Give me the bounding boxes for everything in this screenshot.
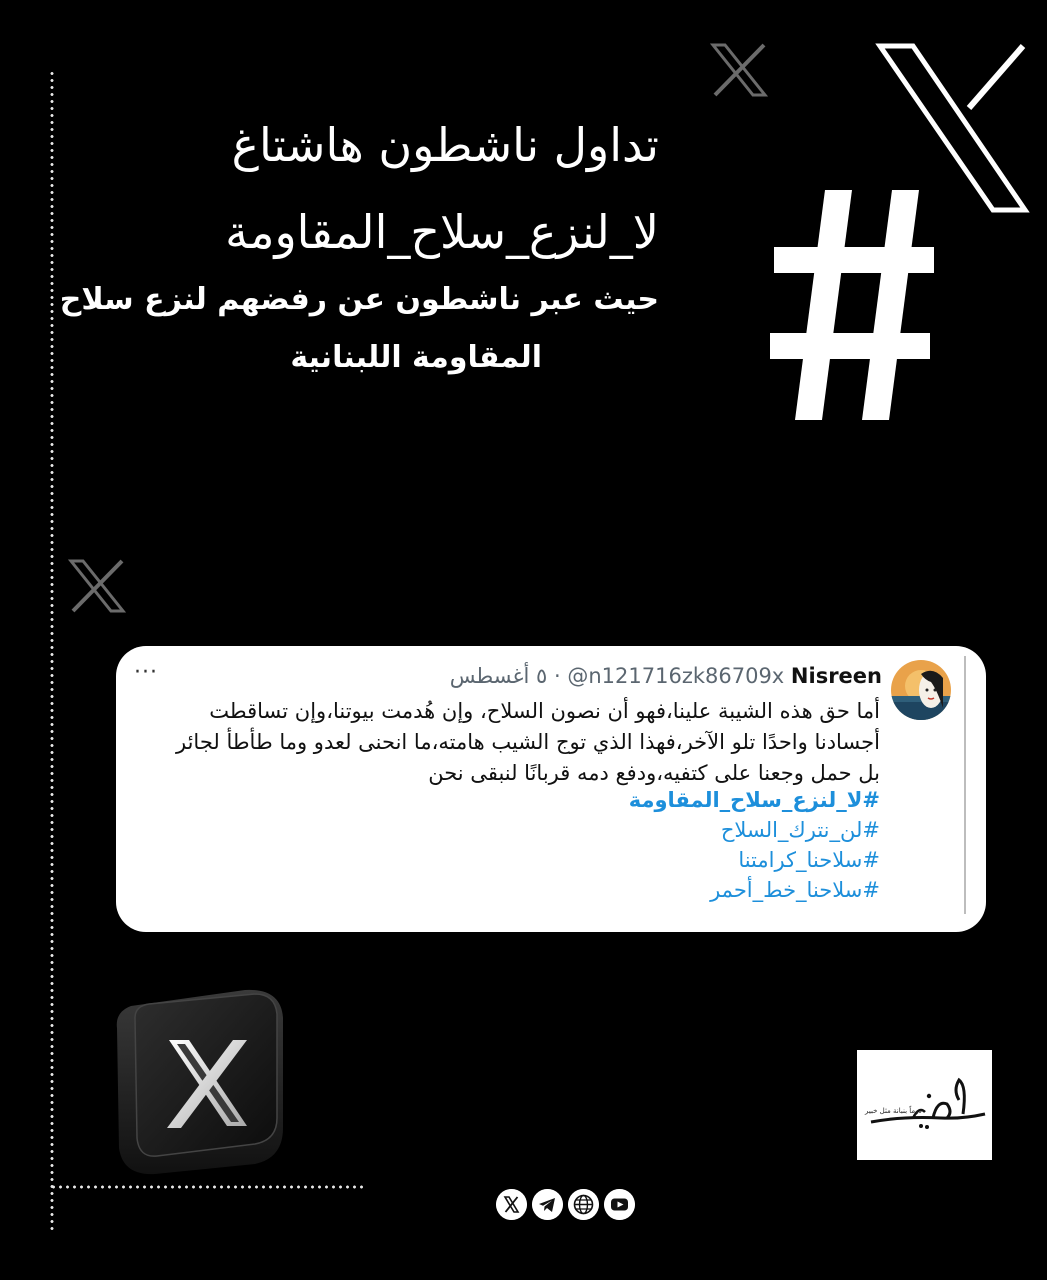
headline-hashtag: لا_لنزع_سلاح_المقاومة <box>225 205 659 259</box>
hash-icon <box>770 185 940 425</box>
youtube-icon[interactable] <box>604 1189 635 1220</box>
tweet-separator: · <box>553 664 561 688</box>
headline-line-3: حيث عبر ناشطون عن رفضهم لنزع سلاح <box>59 282 659 317</box>
tweet-header <box>450 664 882 688</box>
avatar[interactable] <box>891 660 951 720</box>
tweet-body-line: بل حمل وجعنا على كتفيه،ودفع دمه قربانًا لنبقى نحن <box>428 761 880 785</box>
hashtag-link[interactable]: #سلاحنا_خط_أحمر <box>710 878 880 902</box>
headline-line-4: المقاومة اللبنانية <box>290 340 542 375</box>
tweet-body-line: أجسادنا واحدًا تلو الآخر،فهذا الذي توج الشيب هامته،ما انحنى لعدو وما طأطأ لجائر <box>175 730 880 754</box>
globe-icon[interactable] <box>568 1189 599 1220</box>
tweet-handle[interactable]: @n121716zk86709x <box>567 664 785 688</box>
x-small-icon <box>710 42 768 98</box>
x-app-icon <box>105 988 285 1176</box>
x-small-icon <box>68 558 126 614</box>
more-options-icon[interactable]: ··· <box>134 660 158 685</box>
brand-logo <box>857 1050 992 1160</box>
tweet-divider <box>964 656 966 914</box>
hashtag-link[interactable]: #لا_لنزع_سلاح_المقاومة <box>628 788 880 812</box>
headline-line-1: تداول ناشطون هاشتاغ <box>231 118 659 172</box>
tweet-body-line: أما حق هذه الشيبة علينا،فهو أن نصون السلاح، وإن هُدمت بيوتنا،وإن تساقطت <box>209 699 880 723</box>
tweet-date[interactable]: ٥ أغسطس <box>449 664 548 688</box>
brand-wordmark <box>863 1070 987 1132</box>
x-icon[interactable] <box>496 1189 527 1220</box>
dotted-horizontal-line <box>50 1185 365 1189</box>
hashtag-link[interactable]: #لن_نترك_السلاح <box>720 818 880 842</box>
brand-tagline: دوماً بنبانة مثل خبير <box>865 1107 922 1115</box>
tweet-author-name[interactable]: Nisreen <box>790 664 882 688</box>
hashtag-link[interactable]: #سلاحنا_كرامتنا <box>738 848 880 872</box>
tweet-card[interactable] <box>116 646 986 932</box>
telegram-icon[interactable] <box>532 1189 563 1220</box>
dotted-vertical-line <box>50 70 54 1230</box>
